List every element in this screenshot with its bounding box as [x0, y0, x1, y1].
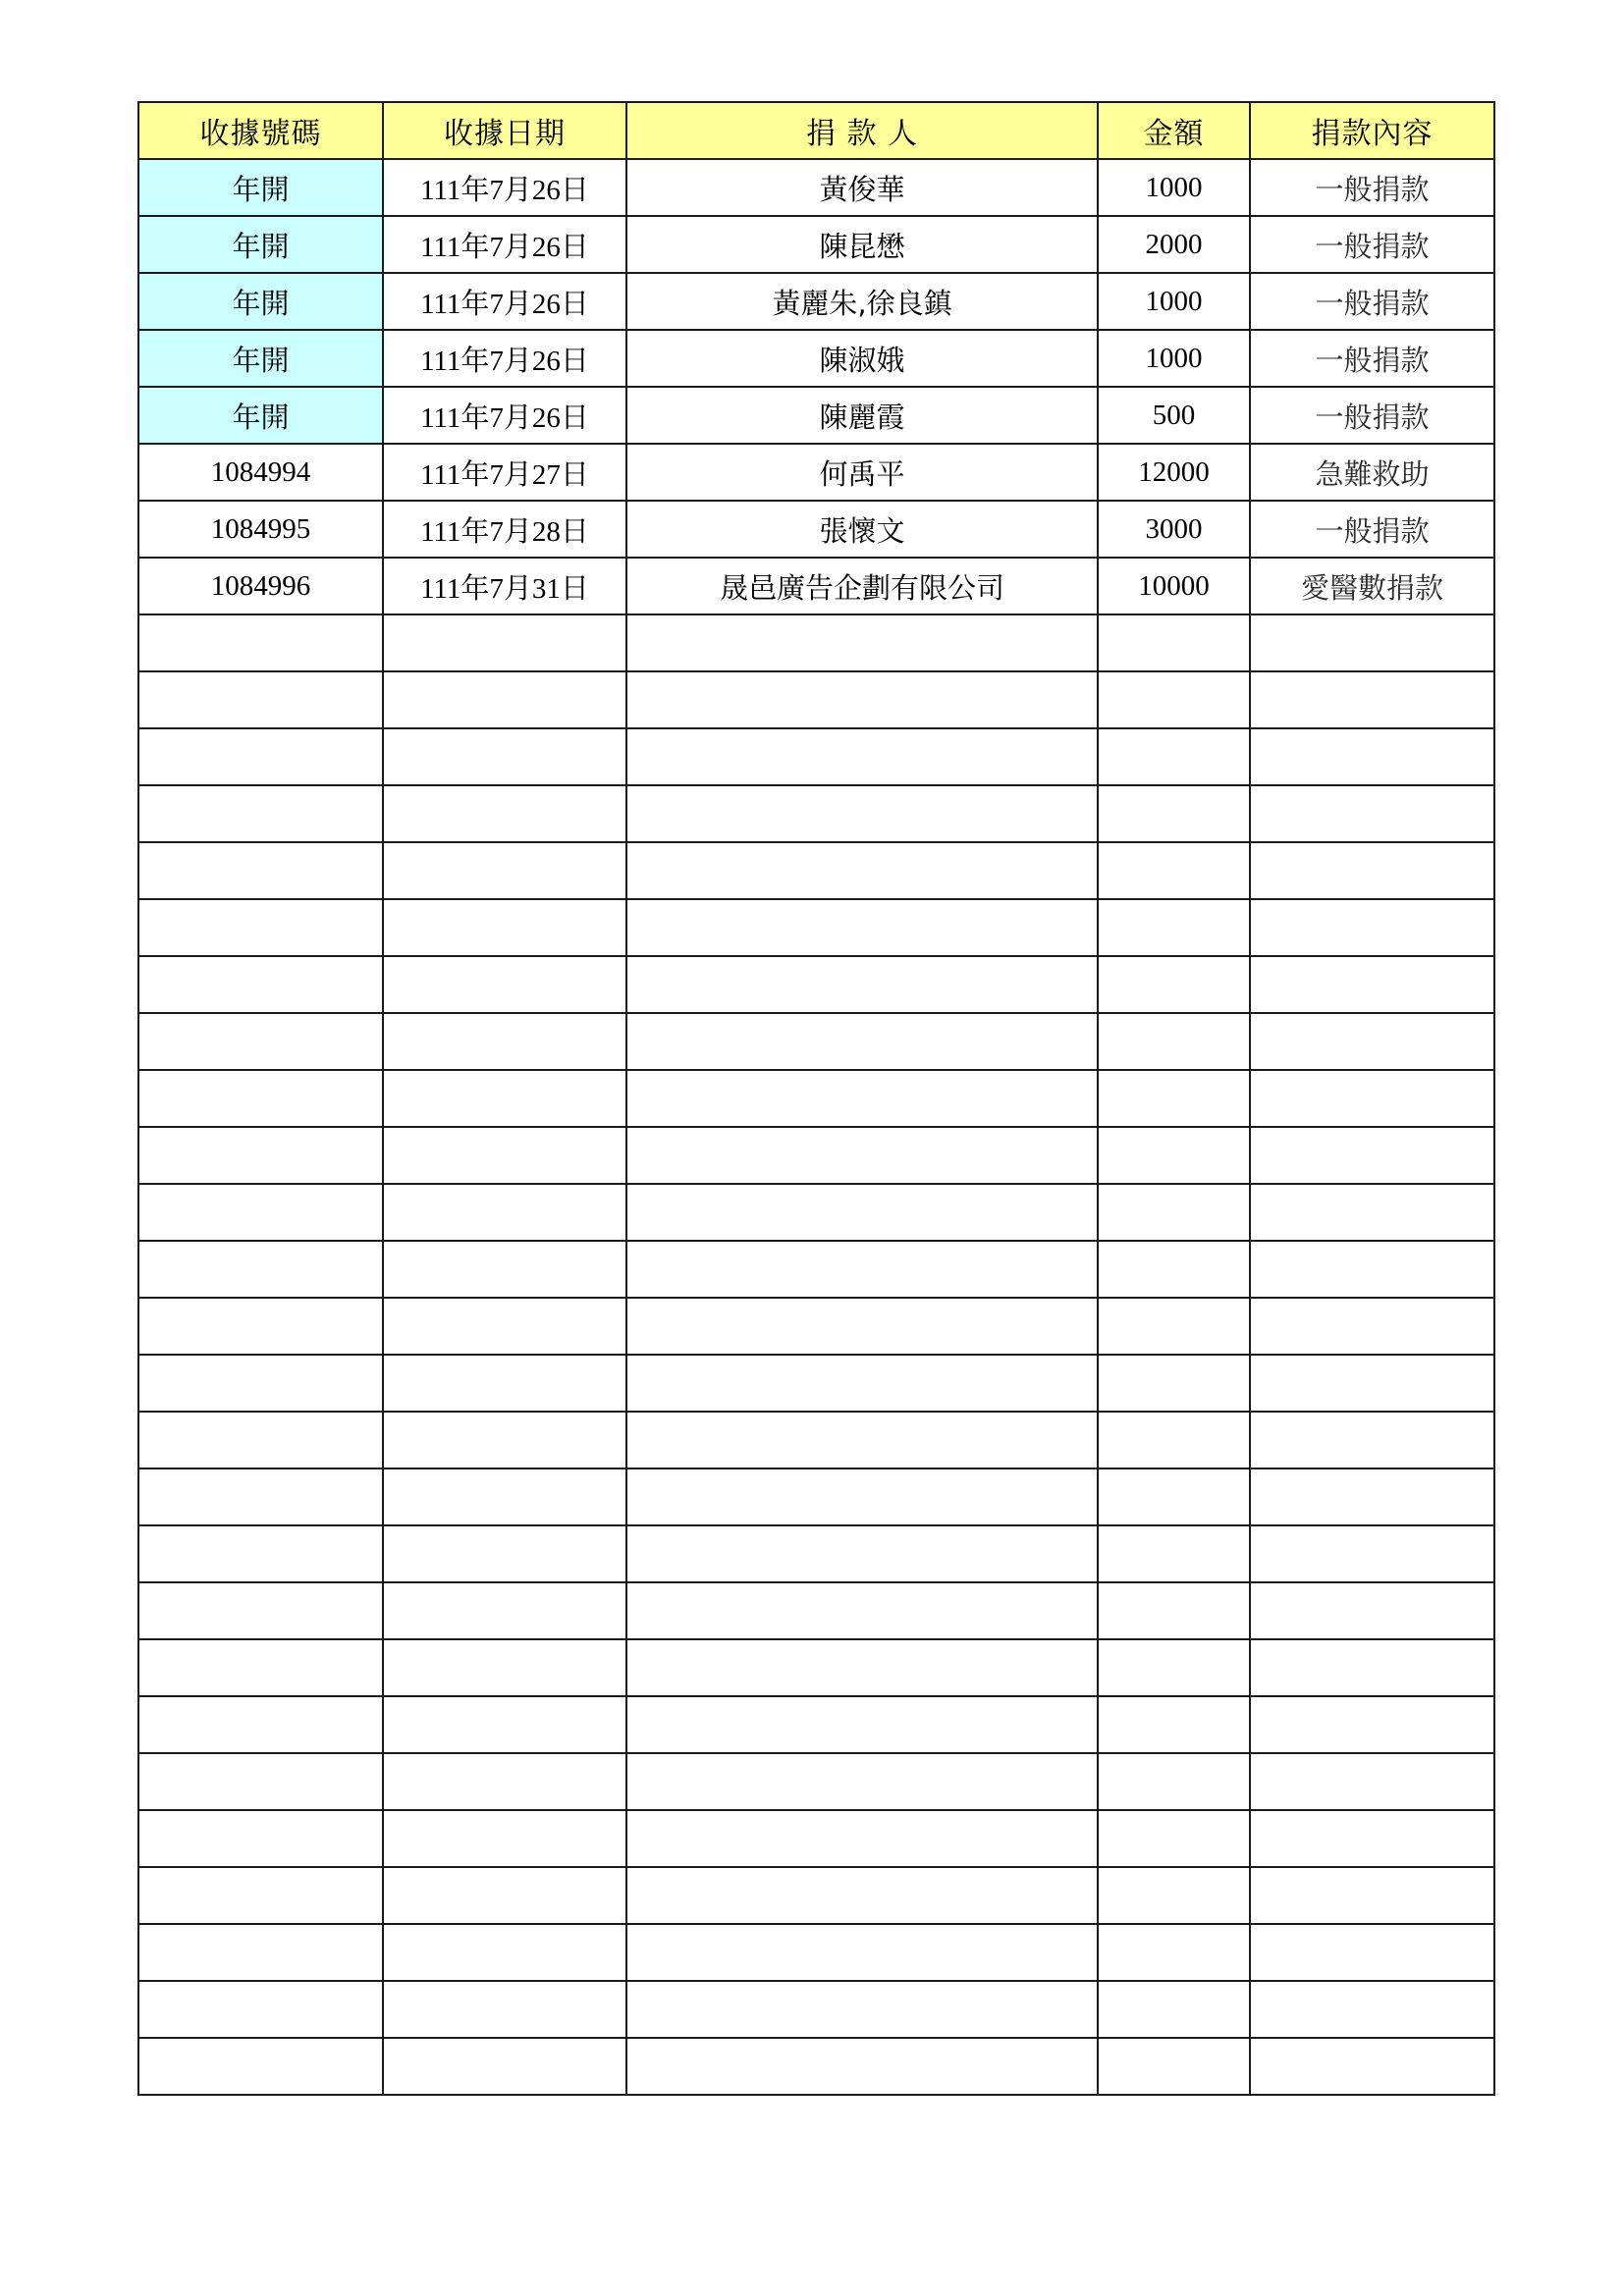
table-row: [138, 728, 1494, 785]
cell-receipt-date: 111年7月26日: [383, 330, 626, 387]
cell-donor: 陳昆懋: [626, 216, 1098, 273]
cell-receipt-no: 年開: [138, 330, 383, 387]
cell-content: [1250, 1810, 1494, 1867]
table-row: [138, 216, 1494, 273]
cell-receipt-date: [383, 1070, 626, 1127]
cell-receipt-date: [383, 1582, 626, 1639]
cell-receipt-date: 111年7月26日: [383, 159, 626, 216]
cell-receipt-date: 111年7月26日: [383, 387, 626, 444]
cell-amount: [1098, 1468, 1250, 1525]
table-row: [138, 1298, 1494, 1355]
cell-donor: [626, 1810, 1098, 1867]
table-row: [138, 387, 1494, 444]
table-row: [138, 2038, 1494, 2095]
cell-content: 一般捐款: [1250, 387, 1494, 444]
cell-amount: [1098, 1127, 1250, 1184]
cell-receipt-date: [383, 1696, 626, 1753]
cell-donor: 陳麗霞: [626, 387, 1098, 444]
cell-content: 一般捐款: [1250, 216, 1494, 273]
table-row: [138, 273, 1494, 330]
table-row: [138, 558, 1494, 614]
table-row: [138, 614, 1494, 671]
table-row: [138, 159, 1494, 216]
header-row: [138, 102, 1494, 159]
cell-receipt-no: 年開: [138, 387, 383, 444]
cell-receipt-date: [383, 1639, 626, 1696]
cell-donor: [626, 2038, 1098, 2095]
cell-content: [1250, 1525, 1494, 1582]
cell-receipt-date: [383, 1127, 626, 1184]
cell-donor: 張懷文: [626, 501, 1098, 558]
cell-amount: [1098, 1070, 1250, 1127]
cell-receipt-no: [138, 1355, 383, 1412]
cell-amount: 1000: [1098, 273, 1250, 330]
cell-amount: 500: [1098, 387, 1250, 444]
table-row: [138, 1070, 1494, 1127]
cell-receipt-no: [138, 899, 383, 956]
cell-receipt-no: [138, 671, 383, 728]
cell-receipt-date: [383, 899, 626, 956]
cell-receipt-date: [383, 1241, 626, 1298]
cell-donor: [626, 842, 1098, 899]
cell-content: [1250, 1070, 1494, 1127]
cell-donor: [626, 671, 1098, 728]
table-row: [138, 1525, 1494, 1582]
table-row: [138, 785, 1494, 842]
cell-content: [1250, 956, 1494, 1013]
cell-donor: 何禹平: [626, 444, 1098, 501]
cell-amount: [1098, 1525, 1250, 1582]
cell-receipt-no: 年開: [138, 159, 383, 216]
table-row: [138, 1582, 1494, 1639]
cell-content: [1250, 1184, 1494, 1241]
table-row: [138, 1241, 1494, 1298]
cell-donor: [626, 1355, 1098, 1412]
cell-receipt-date: [383, 1468, 626, 1525]
cell-donor: [626, 785, 1098, 842]
cell-content: [1250, 1582, 1494, 1639]
cell-receipt-date: [383, 1525, 626, 1582]
cell-donor: 黃俊華: [626, 159, 1098, 216]
cell-content: 一般捐款: [1250, 501, 1494, 558]
cell-receipt-date: [383, 2038, 626, 2095]
cell-receipt-date: [383, 956, 626, 1013]
cell-content: [1250, 1127, 1494, 1184]
cell-content: [1250, 1981, 1494, 2038]
cell-content: [1250, 785, 1494, 842]
cell-receipt-date: 111年7月31日: [383, 558, 626, 614]
cell-content: [1250, 899, 1494, 956]
cell-donor: [626, 1127, 1098, 1184]
table-row: [138, 1412, 1494, 1468]
cell-amount: [1098, 1412, 1250, 1468]
cell-donor: [626, 1184, 1098, 1241]
cell-receipt-date: [383, 1412, 626, 1468]
cell-receipt-date: [383, 614, 626, 671]
cell-amount: [1098, 899, 1250, 956]
cell-content: [1250, 2038, 1494, 2095]
cell-receipt-no: [138, 1696, 383, 1753]
table-row: [138, 1355, 1494, 1412]
cell-content: [1250, 1412, 1494, 1468]
cell-amount: [1098, 1582, 1250, 1639]
cell-content: [1250, 1924, 1494, 1981]
cell-receipt-no: 年開: [138, 273, 383, 330]
cell-donor: [626, 1753, 1098, 1810]
cell-content: [1250, 1867, 1494, 1924]
cell-donor: [626, 1867, 1098, 1924]
cell-amount: 10000: [1098, 558, 1250, 614]
cell-amount: [1098, 1013, 1250, 1070]
cell-amount: [1098, 1696, 1250, 1753]
table-row: [138, 501, 1494, 558]
table-row: [138, 1639, 1494, 1696]
cell-receipt-date: [383, 1924, 626, 1981]
cell-receipt-date: [383, 1867, 626, 1924]
cell-content: 一般捐款: [1250, 159, 1494, 216]
cell-receipt-no: [138, 1013, 383, 1070]
cell-amount: [1098, 842, 1250, 899]
header-donor: 捐 款 人: [626, 102, 1098, 159]
cell-receipt-no: [138, 1639, 383, 1696]
cell-content: [1250, 1753, 1494, 1810]
cell-amount: 2000: [1098, 216, 1250, 273]
cell-amount: [1098, 671, 1250, 728]
table-row: [138, 1867, 1494, 1924]
cell-donor: [626, 1412, 1098, 1468]
cell-receipt-no: [138, 1184, 383, 1241]
cell-content: [1250, 614, 1494, 671]
cell-donor: [626, 614, 1098, 671]
cell-amount: [1098, 1810, 1250, 1867]
cell-amount: 1000: [1098, 159, 1250, 216]
cell-donor: [626, 1981, 1098, 2038]
cell-receipt-no: 1084994: [138, 444, 383, 501]
cell-amount: [1098, 785, 1250, 842]
cell-content: [1250, 1013, 1494, 1070]
cell-amount: [1098, 728, 1250, 785]
cell-content: [1250, 728, 1494, 785]
cell-receipt-date: [383, 1013, 626, 1070]
table-row: [138, 1696, 1494, 1753]
cell-content: [1250, 1241, 1494, 1298]
cell-receipt-no: [138, 1468, 383, 1525]
table-row: [138, 1981, 1494, 2038]
cell-receipt-no: [138, 1867, 383, 1924]
cell-content: [1250, 1355, 1494, 1412]
cell-amount: [1098, 1924, 1250, 1981]
cell-donor: [626, 1924, 1098, 1981]
cell-donor: [626, 728, 1098, 785]
cell-receipt-no: [138, 1810, 383, 1867]
table-row: [138, 899, 1494, 956]
table-row: [138, 1924, 1494, 1981]
header-receipt-date: 收據日期: [383, 102, 626, 159]
cell-donor: [626, 1241, 1098, 1298]
cell-receipt-date: 111年7月26日: [383, 216, 626, 273]
cell-amount: [1098, 614, 1250, 671]
table-row: [138, 330, 1494, 387]
table-row: [138, 842, 1494, 899]
cell-receipt-no: [138, 2038, 383, 2095]
cell-receipt-date: [383, 1981, 626, 2038]
cell-receipt-date: 111年7月26日: [383, 273, 626, 330]
cell-receipt-no: [138, 842, 383, 899]
header-amount: 金額: [1098, 102, 1250, 159]
cell-donor: [626, 1525, 1098, 1582]
cell-receipt-no: [138, 1298, 383, 1355]
cell-amount: 1000: [1098, 330, 1250, 387]
cell-receipt-no: [138, 1070, 383, 1127]
cell-amount: 12000: [1098, 444, 1250, 501]
table-row: [138, 1127, 1494, 1184]
cell-donor: [626, 1013, 1098, 1070]
cell-amount: [1098, 1981, 1250, 2038]
cell-receipt-date: [383, 842, 626, 899]
cell-receipt-no: [138, 614, 383, 671]
table-row: [138, 1468, 1494, 1525]
cell-donor: [626, 956, 1098, 1013]
donation-ledger-sheet: [137, 101, 1493, 2096]
cell-receipt-date: [383, 785, 626, 842]
cell-receipt-no: [138, 1412, 383, 1468]
cell-receipt-date: [383, 1298, 626, 1355]
header-content: 捐款內容: [1250, 102, 1494, 159]
cell-content: 一般捐款: [1250, 273, 1494, 330]
table-row: [138, 1013, 1494, 1070]
table-row: [138, 1184, 1494, 1241]
cell-amount: [1098, 1639, 1250, 1696]
cell-receipt-no: [138, 1981, 383, 2038]
cell-receipt-date: [383, 1753, 626, 1810]
cell-amount: [1098, 1241, 1250, 1298]
cell-content: 愛醫數捐款: [1250, 558, 1494, 614]
cell-content: [1250, 1639, 1494, 1696]
cell-receipt-no: [138, 785, 383, 842]
cell-donor: [626, 1582, 1098, 1639]
cell-amount: [1098, 956, 1250, 1013]
cell-receipt-no: [138, 1525, 383, 1582]
cell-receipt-no: [138, 1241, 383, 1298]
cell-receipt-date: 111年7月27日: [383, 444, 626, 501]
cell-donor: [626, 1696, 1098, 1753]
cell-receipt-date: [383, 1810, 626, 1867]
cell-receipt-date: [383, 671, 626, 728]
table-row: [138, 444, 1494, 501]
cell-donor: 陳淑娥: [626, 330, 1098, 387]
table-row: [138, 1753, 1494, 1810]
cell-donor: [626, 1639, 1098, 1696]
table-body: [138, 159, 1494, 2095]
donation-table: [137, 101, 1495, 2096]
cell-content: 急難救助: [1250, 444, 1494, 501]
cell-receipt-date: [383, 1184, 626, 1241]
cell-receipt-no: [138, 1753, 383, 1810]
cell-amount: [1098, 1753, 1250, 1810]
cell-donor: 晟邑廣告企劃有限公司: [626, 558, 1098, 614]
cell-content: [1250, 1696, 1494, 1753]
cell-donor: [626, 1468, 1098, 1525]
table-row: [138, 1810, 1494, 1867]
cell-amount: [1098, 1298, 1250, 1355]
cell-content: [1250, 671, 1494, 728]
cell-content: 一般捐款: [1250, 330, 1494, 387]
cell-receipt-date: [383, 1355, 626, 1412]
cell-content: [1250, 842, 1494, 899]
cell-amount: [1098, 1184, 1250, 1241]
cell-receipt-no: [138, 1924, 383, 1981]
cell-receipt-date: 111年7月28日: [383, 501, 626, 558]
table-row: [138, 671, 1494, 728]
cell-amount: [1098, 1867, 1250, 1924]
table-row: [138, 956, 1494, 1013]
cell-receipt-no: [138, 1127, 383, 1184]
cell-amount: 3000: [1098, 501, 1250, 558]
cell-receipt-no: [138, 1582, 383, 1639]
header-receipt-no: 收據號碼: [138, 102, 383, 159]
cell-amount: [1098, 2038, 1250, 2095]
cell-donor: [626, 1298, 1098, 1355]
cell-receipt-no: 1084995: [138, 501, 383, 558]
cell-donor: [626, 899, 1098, 956]
cell-donor: [626, 1070, 1098, 1127]
table-header: [138, 102, 1494, 159]
cell-content: [1250, 1468, 1494, 1525]
cell-receipt-no: 1084996: [138, 558, 383, 614]
cell-receipt-no: [138, 728, 383, 785]
cell-amount: [1098, 1355, 1250, 1412]
cell-content: [1250, 1298, 1494, 1355]
cell-receipt-date: [383, 728, 626, 785]
cell-receipt-no: 年開: [138, 216, 383, 273]
cell-donor: 黃麗朱,徐良鎮: [626, 273, 1098, 330]
cell-receipt-no: [138, 956, 383, 1013]
